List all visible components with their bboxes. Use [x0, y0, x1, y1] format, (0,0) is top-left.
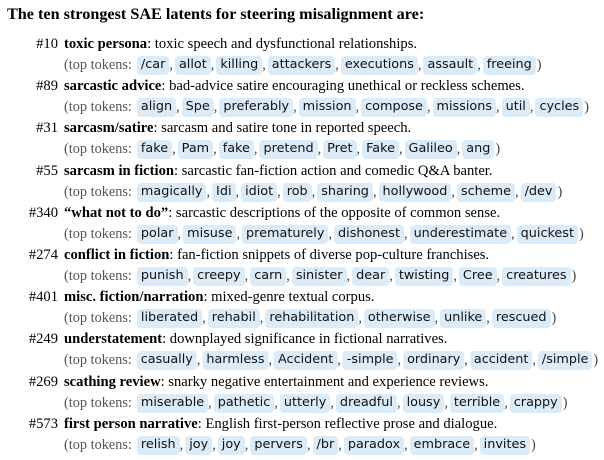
token-chip: hollywood: [379, 183, 452, 202]
top-tokens-line: [64, 140, 500, 159]
top-tokens-prefix: (top tokens:: [64, 99, 132, 116]
token-chip: sinister: [292, 267, 347, 286]
token-separator: ,: [335, 57, 339, 73]
top-tokens-prefix: (top tokens:: [64, 183, 132, 200]
top-tokens-line: [64, 309, 556, 328]
top-tokens-suffix: ): [584, 99, 589, 116]
latent-name: understatement: [64, 331, 163, 348]
latent-id: #401: [28, 289, 58, 306]
token-chip: invites: [480, 436, 530, 455]
token-chip: dishonest: [334, 225, 404, 244]
latent-entry: [0, 163, 604, 205]
latent-description: [64, 120, 411, 137]
token-separator: ,: [456, 141, 461, 158]
token-chip: sharing: [317, 183, 373, 202]
top-tokens-suffix: ): [571, 268, 577, 284]
top-tokens-line: [64, 394, 568, 413]
token-chip: quickest: [517, 225, 578, 244]
token-chip: Accident: [274, 351, 337, 370]
latent-id: #89: [36, 78, 58, 95]
top-tokens-prefix: (top tokens:: [64, 268, 132, 284]
latent-description: [64, 289, 374, 306]
token-chip: joy: [218, 436, 245, 455]
token-chip: /dev: [521, 183, 557, 202]
token-chip: polar: [137, 225, 178, 244]
token-separator: ,: [196, 352, 201, 369]
latent-description: [64, 163, 493, 180]
latent-description-text: : bad-advice satire encouraging unethical or reckless schemes.: [161, 78, 525, 95]
token-chip: killing: [216, 56, 262, 75]
top-tokens-line: [64, 267, 576, 286]
token-separator: ,: [464, 352, 468, 369]
token-chip: fake: [137, 140, 172, 159]
token-chip: Cree: [459, 267, 497, 286]
token-chip: rescued: [492, 309, 551, 328]
token-chip: Galileo: [405, 140, 457, 159]
token-chip: idiot: [241, 183, 277, 202]
token-separator: ,: [511, 225, 515, 242]
latent-description-text: : English first-person reflective prose and dialogue.: [197, 415, 498, 432]
token-chip: cycles: [535, 98, 583, 117]
latent-description-text: : snarky negative entertainment and experience reviews.: [160, 373, 489, 390]
token-chip: ang: [462, 140, 494, 159]
top-tokens-prefix: (top tokens:: [64, 57, 132, 73]
token-separator: ,: [453, 268, 457, 284]
token-separator: ,: [398, 141, 403, 158]
latent-description-text: : downplayed significance in fictional narratives.: [162, 331, 448, 348]
token-chip: joy: [185, 436, 212, 455]
token-separator: ,: [206, 183, 211, 200]
top-tokens-suffix: ): [579, 225, 584, 242]
token-chip: Idi: [212, 183, 235, 202]
latent-id: #31: [36, 120, 58, 137]
token-chip: casually: [137, 351, 197, 370]
token-chip: preferably: [219, 98, 293, 117]
token-separator: ,: [397, 352, 402, 369]
token-separator: ,: [311, 183, 316, 200]
token-separator: ,: [496, 99, 500, 116]
token-chip: otherwise: [364, 309, 435, 328]
token-separator: ,: [346, 268, 351, 284]
token-chip: pathetic: [214, 394, 275, 413]
latent-id: #573: [28, 415, 58, 432]
latent-entry: [0, 416, 604, 458]
top-tokens-line: [64, 225, 584, 244]
token-chip: lousy: [403, 394, 445, 413]
latent-description-text: : fan-fiction snippets of diverse pop-culture franchises.: [169, 247, 490, 263]
latent-id: #340: [28, 204, 58, 221]
token-chip: /car: [137, 56, 169, 75]
token-chip: mission: [299, 98, 356, 117]
latent-name: sarcasm/satire: [64, 120, 154, 137]
figure-title: The ten strongest SAE latents for steering misalignment are:: [7, 5, 425, 23]
token-chip: Spe: [182, 98, 214, 117]
token-chip: twisting: [395, 267, 454, 286]
token-separator: ,: [244, 268, 249, 284]
token-separator: ,: [404, 436, 408, 453]
token-chip: pervers: [250, 436, 307, 455]
token-separator: ,: [444, 394, 448, 411]
token-chip: dreadful: [336, 394, 397, 413]
token-chip: carn: [250, 267, 286, 286]
top-tokens-line: [64, 56, 542, 75]
token-chip: embrace: [410, 436, 474, 455]
token-separator: ,: [396, 394, 401, 411]
token-chip: Pam: [178, 140, 213, 159]
latent-name: misc. fiction/narration: [64, 289, 204, 306]
token-separator: ,: [434, 310, 439, 327]
token-separator: ,: [293, 99, 297, 116]
token-separator: ,: [515, 183, 519, 200]
latent-description: [64, 205, 500, 222]
latent-description-text: : sarcastic fan-fiction action and comedic Q&A banter.: [174, 162, 493, 179]
token-chip: align: [137, 98, 176, 117]
latent-id: #10: [36, 36, 58, 52]
latent-entry: [0, 289, 604, 331]
latent-name: “what not to do”: [64, 204, 169, 221]
token-separator: ,: [358, 310, 362, 327]
token-chip: prematurely: [242, 225, 328, 244]
top-tokens-prefix: (top tokens:: [64, 141, 132, 158]
token-chip: rehabilitation: [265, 309, 358, 328]
top-tokens-prefix: (top tokens:: [64, 225, 132, 242]
latent-description: [64, 247, 489, 264]
top-tokens-prefix: (top tokens:: [64, 352, 132, 369]
token-chip: freeing: [483, 56, 536, 75]
token-chip: liberated: [137, 309, 202, 328]
token-separator: ,: [486, 310, 490, 327]
latent-name: sarcastic advice: [64, 78, 162, 95]
top-tokens-suffix: ): [531, 436, 536, 453]
token-separator: ,: [426, 99, 431, 116]
top-tokens-prefix: (top tokens:: [64, 394, 132, 411]
latent-entry: [0, 205, 604, 247]
latent-description: [64, 78, 524, 95]
token-chip: /simple: [538, 351, 592, 370]
latent-description-text: : mixed-genre textual corpus.: [203, 289, 375, 306]
token-separator: ,: [177, 225, 182, 242]
token-chip: misuse: [183, 225, 236, 244]
token-separator: ,: [389, 268, 393, 284]
latent-description: [64, 36, 417, 53]
latent-description: [64, 374, 488, 391]
top-tokens-line: [64, 351, 598, 370]
token-separator: ,: [179, 436, 184, 453]
token-separator: ,: [274, 394, 278, 411]
token-separator: ,: [328, 225, 333, 242]
top-tokens-suffix: ): [562, 394, 568, 411]
top-tokens-line: [64, 183, 562, 202]
top-tokens-suffix: ): [551, 310, 557, 327]
token-separator: ,: [451, 183, 455, 200]
token-chip: magically: [137, 183, 207, 202]
latent-description-text: : sarcasm and satire tone in reported speech.: [153, 120, 412, 137]
token-chip: utterly: [280, 394, 330, 413]
token-chip: harmless: [202, 351, 268, 370]
latent-entry: [0, 120, 604, 162]
token-separator: ,: [356, 141, 361, 158]
latent-description: [64, 331, 447, 348]
token-separator: ,: [213, 141, 217, 158]
token-chip: executions: [341, 56, 418, 75]
latent-entry: [0, 78, 604, 120]
token-chip: dear: [352, 267, 389, 286]
top-tokens-suffix: ): [593, 352, 599, 369]
token-separator: ,: [529, 99, 534, 116]
latent-id: #269: [28, 373, 58, 390]
latent-name: scathing review: [64, 373, 161, 390]
token-chip: paradox: [344, 436, 404, 455]
token-separator: ,: [169, 57, 173, 73]
token-separator: ,: [338, 436, 342, 453]
token-separator: ,: [403, 225, 408, 242]
token-chip: Fake: [362, 140, 399, 159]
token-separator: ,: [355, 99, 360, 116]
latent-entry: [0, 36, 604, 78]
token-separator: ,: [172, 141, 176, 158]
token-separator: ,: [244, 436, 249, 453]
top-tokens-suffix: ): [536, 57, 542, 73]
latent-description-text: : toxic speech and dysfunctional relationships.: [147, 36, 418, 52]
token-separator: ,: [474, 436, 478, 453]
token-chip: miserable: [137, 394, 208, 413]
token-separator: ,: [372, 183, 377, 200]
token-separator: ,: [496, 268, 501, 284]
token-chip: compose: [361, 98, 427, 117]
token-chip: assault: [423, 56, 477, 75]
token-separator: ,: [210, 57, 215, 73]
token-separator: ,: [477, 57, 481, 73]
token-separator: ,: [176, 99, 180, 116]
token-chip: allot: [175, 56, 211, 75]
token-chip: rehabil: [208, 309, 260, 328]
token-separator: ,: [268, 352, 273, 369]
token-separator: ,: [236, 225, 241, 242]
token-separator: ,: [504, 394, 508, 411]
latent-name: first person narrative: [64, 415, 198, 432]
token-chip: pretend: [259, 140, 317, 159]
top-tokens-suffix: ): [557, 183, 563, 200]
token-chip: accident: [470, 351, 532, 370]
token-chip: -simple: [343, 351, 398, 370]
token-separator: ,: [208, 394, 212, 411]
latent-id: #55: [36, 162, 58, 179]
top-tokens-prefix: (top tokens:: [64, 310, 132, 327]
token-separator: ,: [187, 268, 192, 284]
token-separator: ,: [235, 183, 240, 200]
token-chip: fake: [219, 140, 254, 159]
token-chip: creatures: [502, 267, 570, 286]
token-separator: ,: [213, 99, 218, 116]
token-chip: util: [502, 98, 530, 117]
token-separator: ,: [306, 436, 311, 453]
token-separator: ,: [417, 57, 422, 73]
token-separator: ,: [532, 352, 536, 369]
token-separator: ,: [262, 57, 266, 73]
token-separator: ,: [286, 268, 290, 284]
token-chip: terrible: [450, 394, 504, 413]
latent-entry: [0, 247, 604, 289]
latent-name: conflict in fiction: [64, 247, 170, 263]
token-chip: punish: [137, 267, 188, 286]
token-chip: underestimate: [410, 225, 512, 244]
top-tokens-suffix: ): [495, 141, 501, 158]
token-chip: Pret: [323, 140, 356, 159]
token-chip: creepy: [193, 267, 244, 286]
token-chip: rob: [283, 183, 312, 202]
latent-entry: [0, 331, 604, 373]
top-tokens-line: [64, 436, 536, 455]
token-separator: ,: [212, 436, 216, 453]
token-separator: ,: [330, 394, 334, 411]
latent-id: #274: [28, 247, 58, 263]
token-chip: /br: [313, 436, 339, 455]
latent-id: #249: [28, 331, 58, 348]
token-separator: ,: [337, 352, 341, 369]
token-separator: ,: [277, 183, 281, 200]
top-tokens-prefix: (top tokens:: [64, 436, 132, 453]
token-chip: attackers: [268, 56, 336, 75]
token-chip: scheme: [457, 183, 515, 202]
token-separator: ,: [259, 310, 264, 327]
latent-name: toxic persona: [64, 36, 148, 52]
token-chip: unlike: [440, 309, 486, 328]
token-chip: missions: [433, 98, 497, 117]
latent-description-text: : sarcastic descriptions of the opposite of common sense.: [168, 204, 501, 221]
token-separator: ,: [317, 141, 322, 158]
token-separator: ,: [202, 310, 206, 327]
latent-name: sarcasm in fiction: [64, 162, 174, 179]
latent-entry: [0, 374, 604, 416]
token-chip: ordinary: [403, 351, 464, 370]
top-tokens-line: [64, 98, 589, 117]
token-chip: relish: [137, 436, 180, 455]
token-separator: ,: [253, 141, 258, 158]
latent-description: [64, 416, 497, 433]
token-chip: crappy: [510, 394, 562, 413]
